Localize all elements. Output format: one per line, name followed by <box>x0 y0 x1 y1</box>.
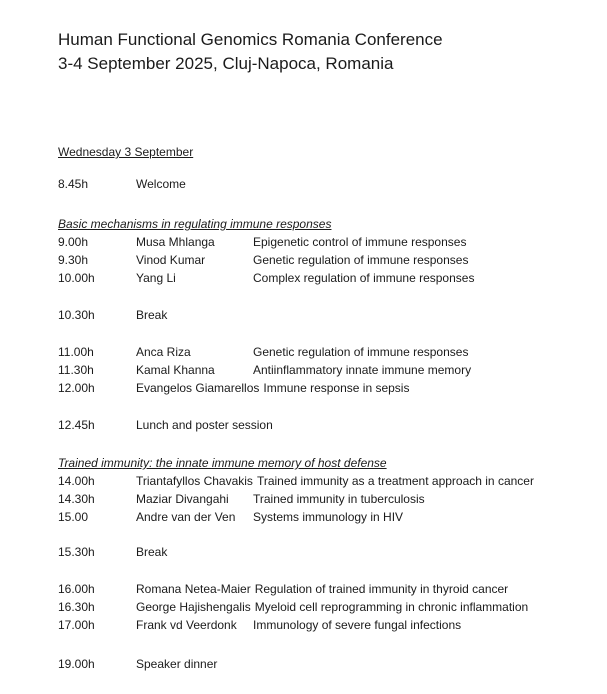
time-cell: 11.00h <box>58 345 94 359</box>
conference-title-line1: Human Functional Genomics Romania Conference <box>58 30 443 49</box>
time-cell: 11.30h <box>58 363 94 377</box>
schedule-row <box>58 175 597 193</box>
time-cell: 16.30h <box>58 600 95 614</box>
speaker-cell: Vinod Kumar <box>136 253 206 267</box>
topic-cell: Genetic regulation of immune responses <box>253 253 469 267</box>
speaker-cell: Romana Netea-Maier <box>136 582 251 596</box>
event-cell: Break <box>136 308 168 322</box>
speaker-cell: Andre van der Ven <box>136 510 236 524</box>
time-cell: 9.00h <box>58 235 89 249</box>
topic-cell: Trained immunity as a treatment approach in cancer <box>256 474 534 488</box>
conference-title-line2: 3-4 September 2025, Cluj-Napoca, Romania <box>58 54 394 73</box>
schedule-row <box>58 361 597 379</box>
topic-cell: Immune response in sepsis <box>263 381 410 395</box>
day-header: Wednesday 3 September <box>58 145 194 159</box>
time-cell: 19.00h <box>58 657 95 671</box>
schedule-row <box>58 233 597 251</box>
schedule-row <box>58 508 597 526</box>
schedule-row <box>58 472 597 490</box>
time-cell: 10.30h <box>58 308 95 322</box>
schedule-row <box>58 616 597 634</box>
event-cell: Break <box>136 545 168 559</box>
schedule-row <box>58 269 597 287</box>
time-cell: 12.45h <box>58 418 95 432</box>
speaker-cell: Musa Mhlanga <box>136 235 215 249</box>
schedule-row <box>58 655 597 673</box>
topic-cell: Myeloid cell reprogramming in chronic inflammation <box>254 600 529 614</box>
schedule-row <box>58 343 597 361</box>
time-cell: 15.00 <box>58 510 89 524</box>
topic-cell: Complex regulation of immune responses <box>253 271 475 285</box>
speaker-cell: Yang Li <box>136 271 176 285</box>
schedule-row <box>58 416 597 434</box>
schedule-row <box>58 580 597 598</box>
schedule-row <box>58 543 597 561</box>
topic-cell: Epigenetic control of immune responses <box>253 235 467 249</box>
schedule-row <box>58 490 597 508</box>
event-cell: Speaker dinner <box>136 657 218 671</box>
time-cell: 16.00h <box>58 582 95 596</box>
schedule-row <box>58 251 597 269</box>
time-cell: 10.00h <box>58 271 95 285</box>
topic-cell: Immunology of severe fungal infections <box>253 618 462 632</box>
event-cell: Welcome <box>136 177 186 191</box>
topic-cell: Regulation of trained immunity in thyroid cancer <box>254 582 509 596</box>
speaker-cell: Maziar Divangahi <box>136 492 229 506</box>
speaker-cell: George Hajishengalis <box>136 600 251 614</box>
topic-cell: Trained immunity in tuberculosis <box>253 492 425 506</box>
speaker-cell: Frank vd Veerdonk <box>136 618 237 632</box>
time-cell: 15.30h <box>58 545 95 559</box>
time-cell: 14.30h <box>58 492 95 506</box>
session-heading-basic-mechanisms: Basic mechanisms in regulating immune responses <box>58 217 332 231</box>
session-heading-trained-immunity: Trained immunity: the innate immune memory of host defense <box>58 456 387 470</box>
time-cell: 9.30h <box>58 253 89 267</box>
speaker-cell: Anca Riza <box>136 345 191 359</box>
speaker-cell: Evangelos Giamarellos <box>136 381 260 395</box>
speaker-cell: Triantafyllos Chavakis <box>136 474 253 488</box>
topic-cell: Systems immunology in HIV <box>253 510 404 524</box>
topic-cell: Genetic regulation of immune responses <box>253 345 469 359</box>
document-title <box>58 28 597 76</box>
time-cell: 12.00h <box>58 381 95 395</box>
topic-cell: Antiinflammatory innate immune memory <box>253 363 472 377</box>
schedule-row <box>58 379 597 397</box>
event-cell: Lunch and poster session <box>136 418 273 432</box>
speaker-cell: Kamal Khanna <box>136 363 215 377</box>
time-cell: 14.00h <box>58 474 95 488</box>
schedule-row <box>58 598 597 616</box>
time-cell: 17.00h <box>58 618 95 632</box>
time-cell: 8.45h <box>58 177 89 191</box>
schedule-row <box>58 306 597 324</box>
